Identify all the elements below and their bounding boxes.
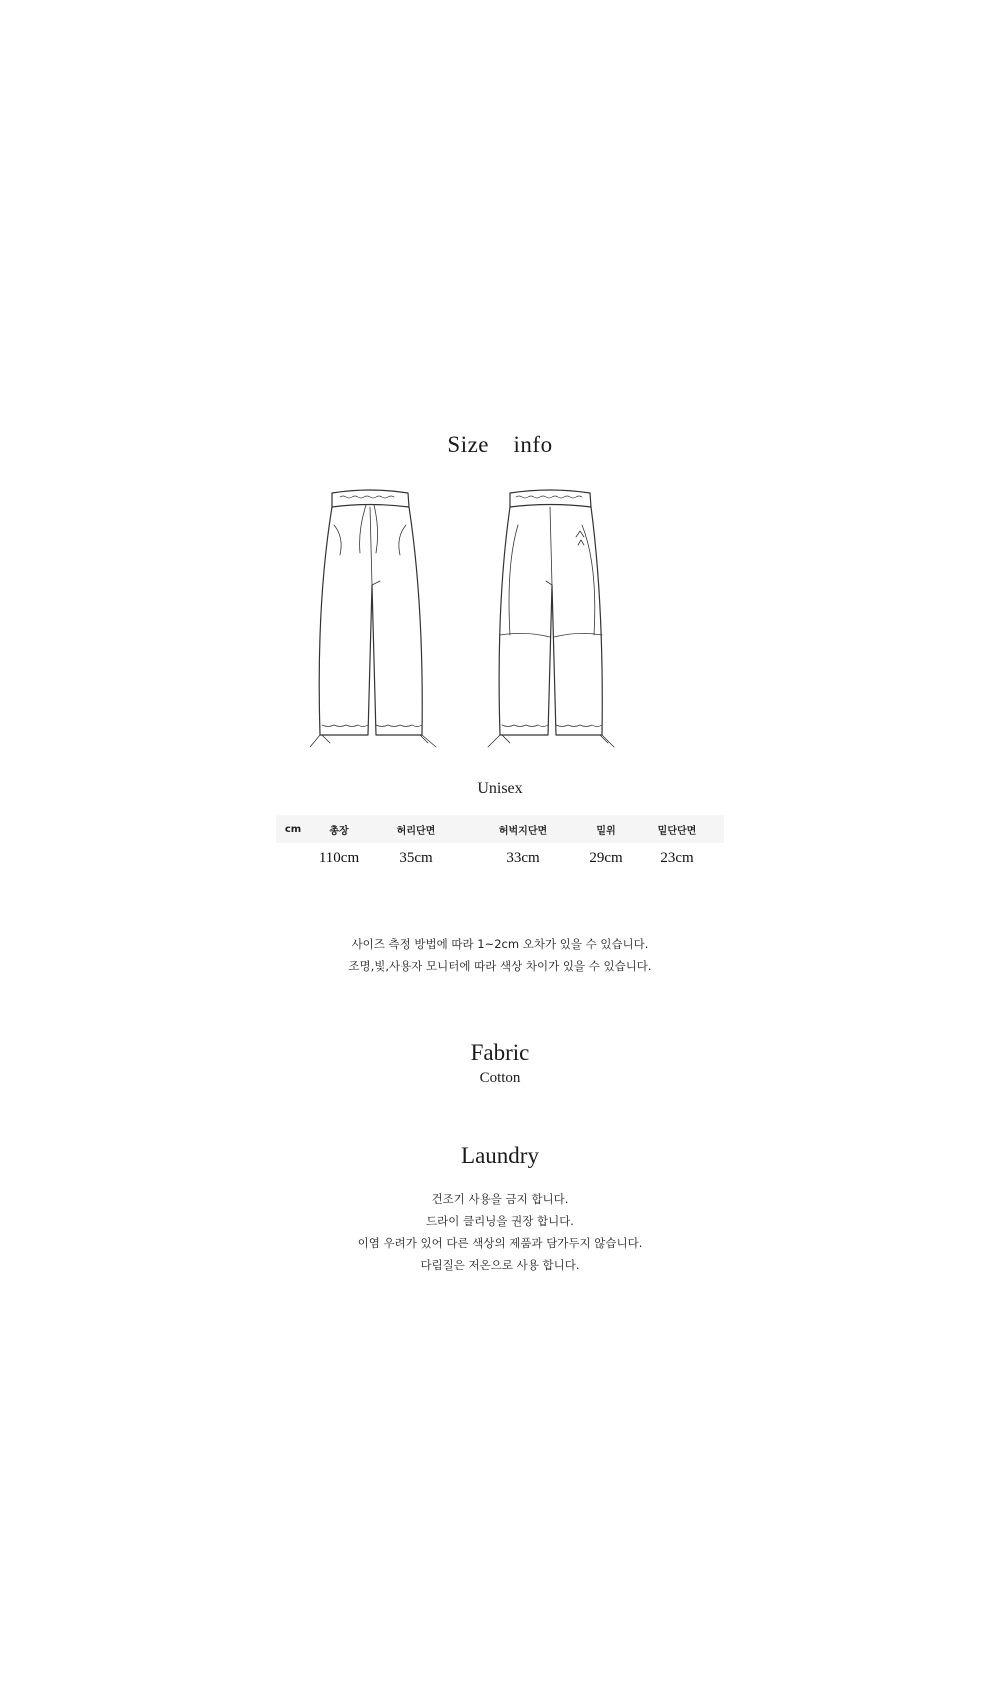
header-unit: cm xyxy=(276,815,310,843)
laundry-note: 드라이 클리닝을 권장 합니다. xyxy=(426,1214,574,1228)
size-table-header xyxy=(276,815,724,843)
cell-unit xyxy=(276,843,310,873)
cell-rise: 29cm xyxy=(589,849,623,866)
gender-label: Unisex xyxy=(477,780,523,797)
laundry-notes xyxy=(0,1188,1000,1276)
cell-waist: 35cm xyxy=(399,849,433,866)
size-notes xyxy=(0,933,1000,977)
laundry-note: 이염 우려가 있어 다른 색상의 제품과 담가두지 않습니다. xyxy=(357,1236,643,1250)
cell-total-length: 110cm xyxy=(318,849,360,866)
size-table-row xyxy=(276,843,724,873)
size-table xyxy=(276,815,724,873)
cell-thigh: 33cm xyxy=(506,849,540,866)
fabric-value: Cotton xyxy=(479,1070,521,1086)
header-hem: 밑단단면 xyxy=(630,815,724,843)
header-total-length: 총장 xyxy=(310,815,368,843)
header-rise: 밑위 xyxy=(582,815,630,843)
laundry-note: 다림질은 저온으로 사용 합니다. xyxy=(420,1258,580,1272)
header-thigh: 허벅지단면 xyxy=(464,815,582,843)
size-info-title: Size info xyxy=(447,432,553,457)
size-note: 사이즈 측정 방법에 따라 1~2cm 오차가 있을 수 있습니다. xyxy=(351,937,649,951)
cell-hem: 23cm xyxy=(660,849,694,866)
laundry-note: 건조기 사용을 금지 합니다. xyxy=(431,1192,569,1206)
fabric-title: Fabric xyxy=(470,1040,530,1065)
pants-front-drawing-icon xyxy=(310,490,436,747)
pants-back-drawing-icon xyxy=(488,490,614,747)
laundry-title: Laundry xyxy=(461,1143,539,1168)
pants-technical-drawing xyxy=(310,485,660,765)
header-waist: 허리단면 xyxy=(368,815,464,843)
size-note: 조명,빛,사용자 모니터에 따라 색상 차이가 있을 수 있습니다. xyxy=(348,959,652,973)
